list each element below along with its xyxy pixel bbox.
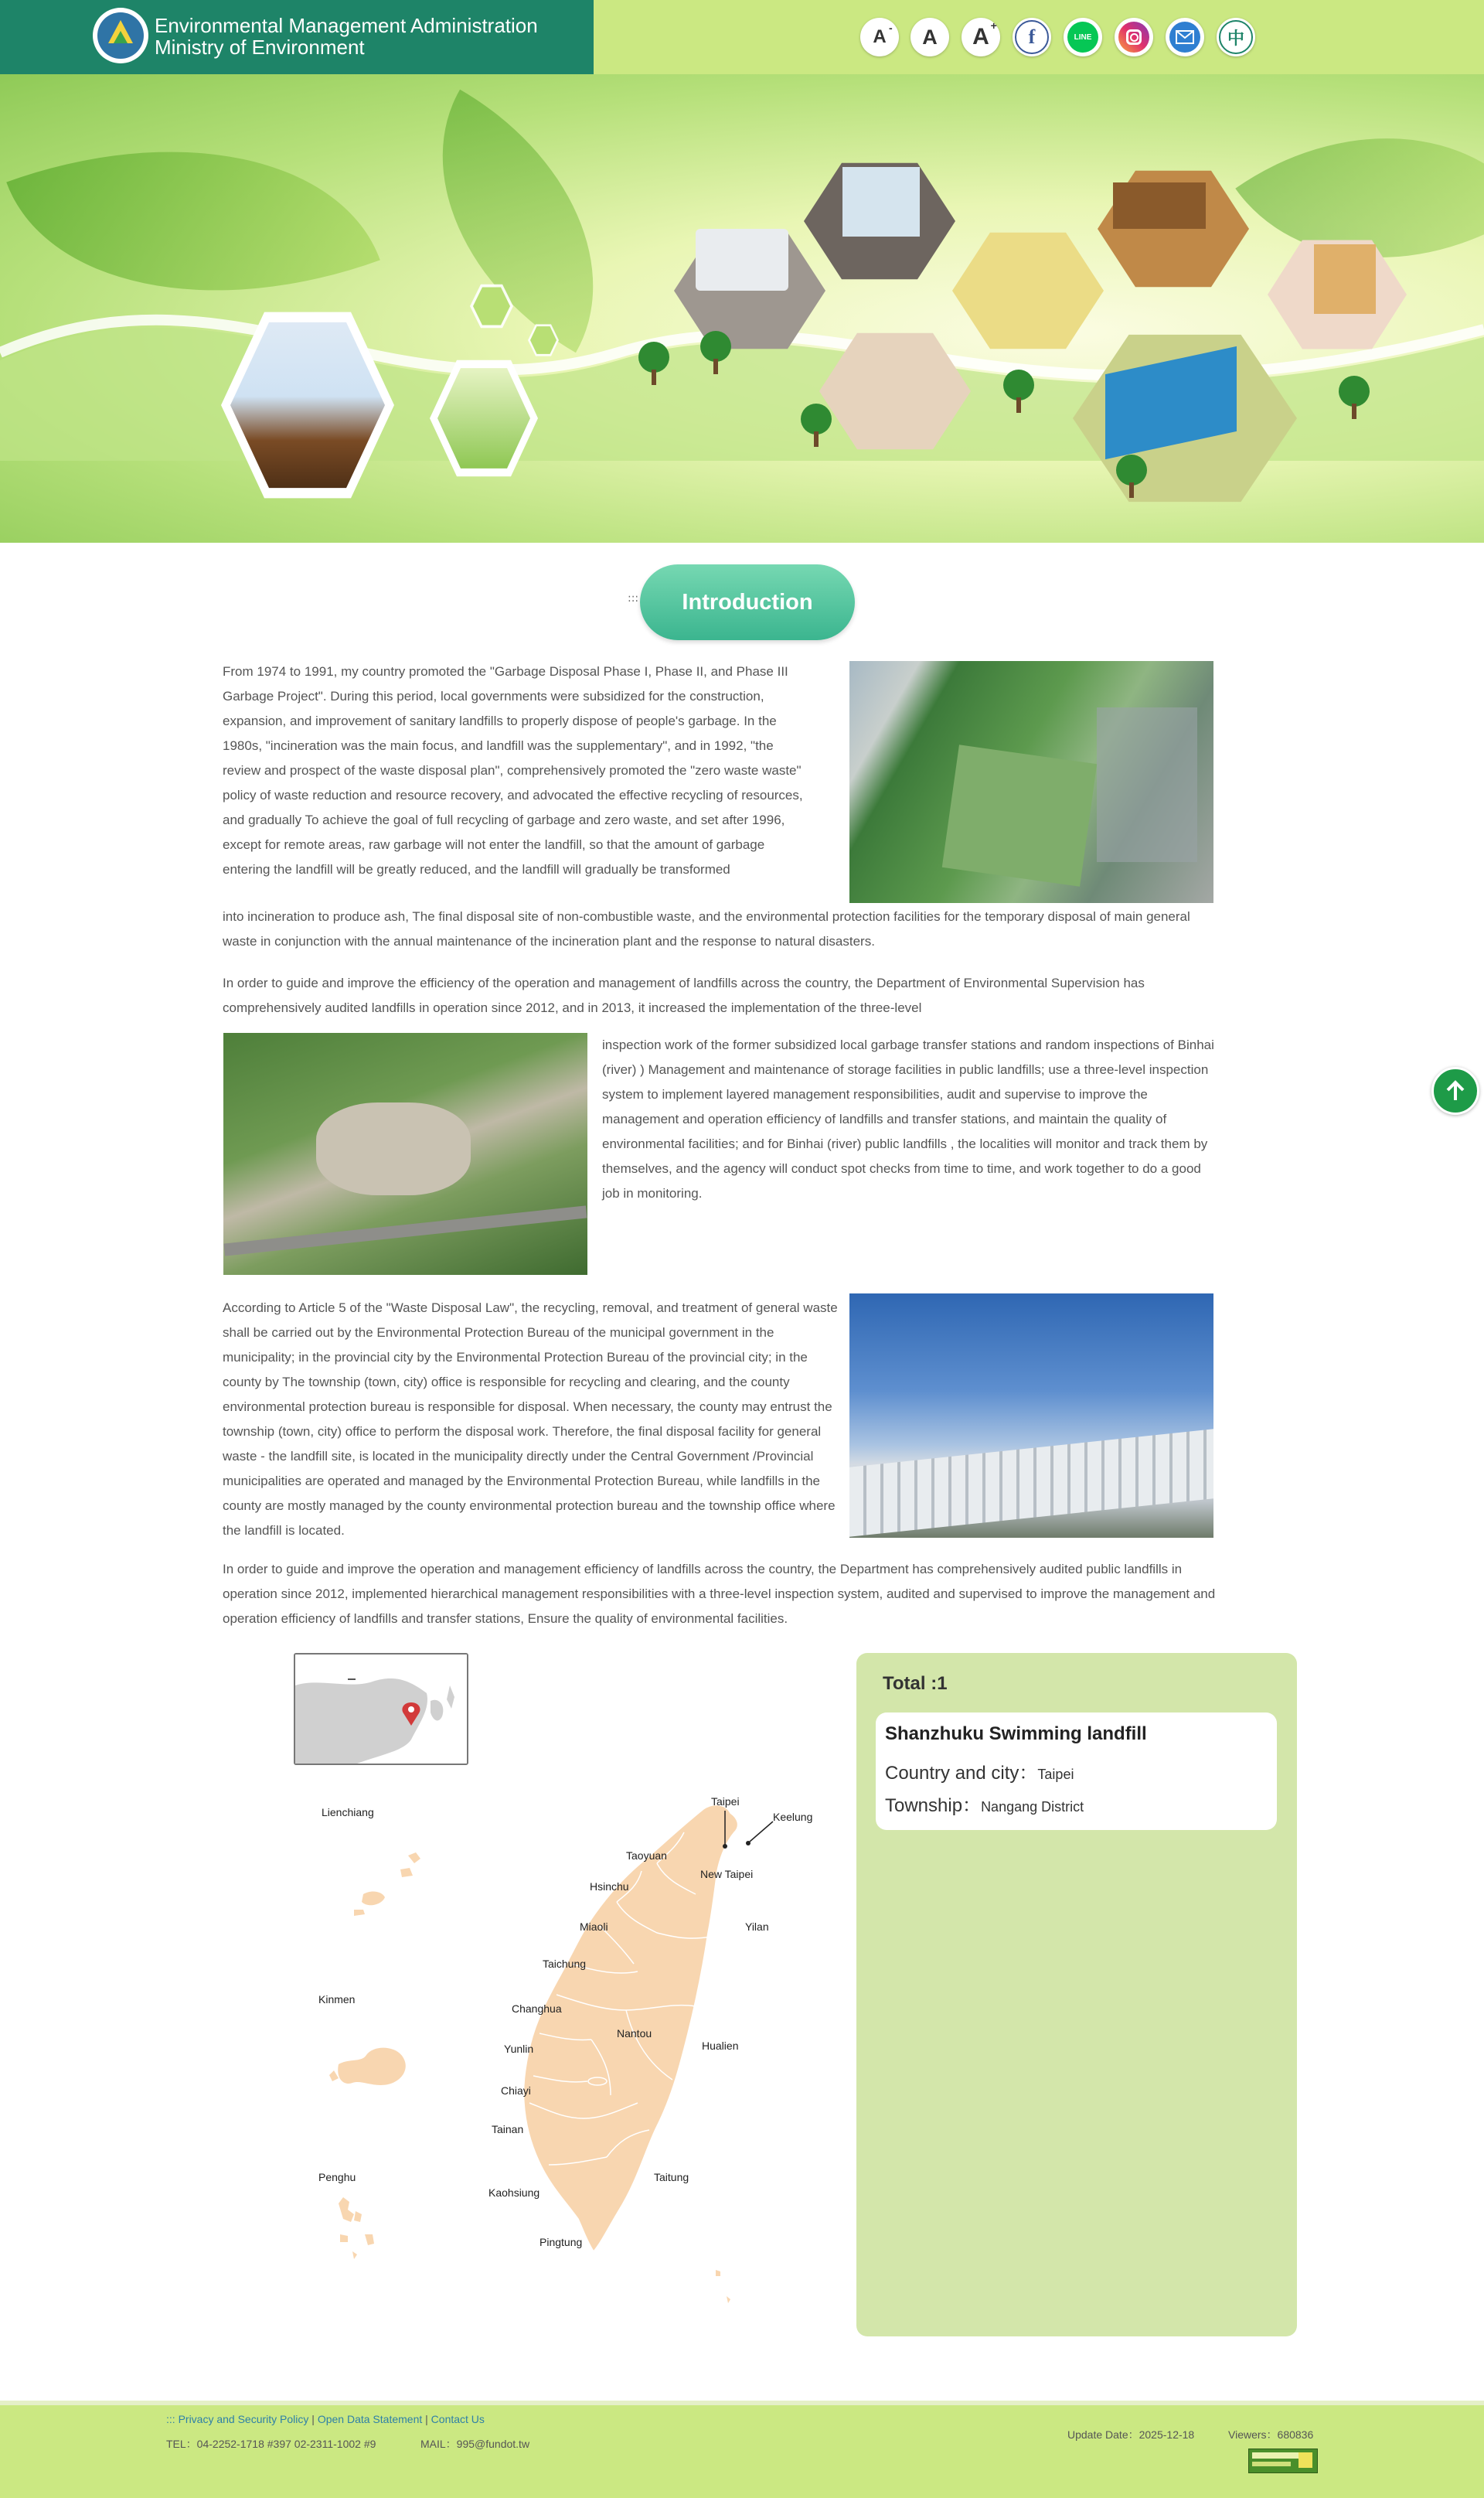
map-label-keelung[interactable]: Keelung (773, 1811, 813, 1823)
section-anchor[interactable]: ::: (628, 592, 639, 605)
taiwan-county-map[interactable] (294, 1778, 835, 2335)
map-label-taoyuan[interactable]: Taoyuan (626, 1849, 667, 1862)
hero-banner (0, 74, 1484, 543)
intro-paragraph-5: In order to guide and improve the operation and management efficiency of landfills across the country, the Department has comprehensively audited public landfills in operation since 2012, implemented hierarchical management responsibilities with a three-level inspection system, audited and supervised to improve the management and operation efficiency of landfills and transfer stations, Ensure the quality of environmental facilities. (223, 1562, 1216, 1626)
site-title-line2: Ministry of Environment (155, 36, 365, 59)
map-label-taitung[interactable]: Taitung (654, 2171, 689, 2183)
map-label-kaohsiung[interactable]: Kaohsiung (488, 2186, 540, 2199)
map-label-nantou[interactable]: Nantou (617, 2027, 652, 2040)
map-label-new-taipei[interactable]: New Taipei (700, 1868, 754, 1880)
privacy-policy-link[interactable]: Privacy and Security Policy (178, 2413, 309, 2425)
language-switch-button[interactable] (1217, 18, 1255, 56)
chinese-language-icon: 中 (1227, 28, 1244, 48)
intro-paragraph-2: In order to guide and improve the efficiency of the operation and management of landfills across the country, the Department of Environmental Supervision has comprehensively audited landfills in operation since 2012, and in 2013, it increased the implementation of the three-level (223, 976, 1145, 1015)
map-label-hsinchu[interactable]: Hsinchu (590, 1880, 629, 1893)
map-label-yilan[interactable]: Yilan (745, 1920, 769, 1933)
landfill-township-row (885, 1790, 1084, 1817)
landfill-city-row (885, 1757, 1074, 1784)
footer-links: ::: Privacy and Security Policy | Open Data Statement | Contact Us (166, 2413, 485, 2425)
font-size-large-button[interactable]: A + (962, 18, 1000, 56)
contact-us-link[interactable]: Contact Us (431, 2413, 485, 2425)
results-total: Total :1 (883, 1673, 948, 1694)
arrow-up-icon (1442, 1078, 1469, 1104)
city-label: Country and city： (885, 1763, 1038, 1784)
back-to-top-button[interactable] (1431, 1067, 1479, 1115)
map-label-hualien[interactable]: Hualien (702, 2040, 739, 2052)
site-title-line1: Environmental Management Administration (155, 14, 538, 37)
agency-logo (93, 8, 148, 63)
township-value: Nangang District (981, 1799, 1084, 1815)
email-share-button[interactable] (1166, 18, 1204, 56)
update-date: Update Date：2025-12-18 (1067, 2428, 1195, 2441)
site-header (0, 0, 1484, 74)
intro-paragraph-4: According to Article 5 of the "Waste Disposal Law", the recycling, removal, and treatment of general waste shall be carried out by the Environmental Protection Bureau of the municipal government in the municipality; in the provincial city by the Environmental Protection Bureau of the provincial city; in the county by The township (town, city) office is responsible for recycling and clearing, and the county environmental protection bureau is responsible for disposal. When necessary, the county may entrust the township (town, city) office to perform the disposal work. Therefore, the final disposal facility for general waste - the landfill site, is located in the municipality directly under the Central Government /Provincial municipalities are operated and managed by the Environmental Protection Bureau, while landfills in the county are mostly managed by the county environmental protection bureau and the township office where the landfill is located. (223, 1300, 838, 1538)
landfill-aerial-photo-1 (849, 661, 1213, 903)
intro-paragraph-1: From 1974 to 1991, my country promoted the "Garbage Disposal Phase I, Phase II, and Phase III Garbage Project". During this period, local governments were subsidized for the construction, expansion, and improvement of sanitary landfills to properly dispose of people's garbage. In the 1980s, "incineration was the main focus, and landfill was the supplementary", and in 1992, "the review and prospect of the waste disposal plan", comprehensively promoted the "zero waste waste" policy of waste reduction and resource recovery, and advocated the effective recycling of resources, and gradually To achieve the goal of full recycling of garbage and zero waste, and set after 1996, except for remote areas, raw garbage will not enter the landfill, so that the amount of garbage entering the landfill will be greatly reduced, and the landfill will gradually be transformed (223, 664, 803, 877)
facebook-share-button[interactable] (1013, 18, 1051, 56)
open-data-statement-link[interactable]: Open Data Statement (317, 2413, 423, 2425)
asia-locator-map (294, 1653, 468, 1765)
mail-icon (1169, 22, 1200, 53)
introduction-heading: Introduction (640, 564, 855, 640)
map-label-lienchiang[interactable]: Lienchiang (322, 1806, 374, 1818)
map-label-kinmen[interactable]: Kinmen (318, 1993, 356, 2006)
facebook-icon: f (1028, 26, 1036, 48)
footer-mail[interactable]: MAIL：995@fundot.tw (420, 2438, 530, 2450)
map-label-taichung[interactable]: Taichung (543, 1958, 587, 1970)
instagram-link-button[interactable] (1115, 18, 1153, 56)
map-label-chiayi[interactable]: Chiayi (501, 2084, 531, 2097)
map-label-pingtung[interactable]: Pingtung (539, 2236, 583, 2248)
map-label-yunlin[interactable]: Yunlin (504, 2043, 534, 2055)
footer-tel: TEL：04-2252-1718 #397 02-2311-1002 #9 (166, 2438, 376, 2450)
map-label-tainan[interactable]: Tainan (492, 2123, 524, 2135)
font-size-small-button[interactable]: A - (860, 18, 899, 56)
instagram-icon (1118, 22, 1149, 53)
township-label: Township： (885, 1795, 982, 1816)
site-footer (0, 2401, 1484, 2498)
wrapped-bales-photo (849, 1293, 1213, 1538)
landfill-aerial-photo-2 (223, 1033, 587, 1275)
intro-paragraph-1-continued: into incineration to produce ash, The final disposal site of non-combustible waste, and the environmental protection facilities for the temporary disposal of main general waste in conjunction with the annual maintenance of the incineration plant and the response to natural disasters. (223, 909, 1190, 949)
city-value: Taipei (1037, 1767, 1074, 1782)
accessibility-badge[interactable] (1248, 2449, 1318, 2473)
font-size-medium-button[interactable]: A (910, 18, 949, 56)
map-label-penghu[interactable]: Penghu (318, 2171, 356, 2183)
map-label-changhua[interactable]: Changhua (512, 2002, 562, 2015)
map-label-taipei[interactable]: Taipei (711, 1795, 740, 1808)
viewer-count: Viewers：680836 (1228, 2428, 1314, 2441)
line-share-button[interactable] (1064, 18, 1102, 56)
landfill-name[interactable]: Shanzhuku Swimming landfill (885, 1723, 1147, 1744)
line-icon: LINE (1074, 32, 1092, 42)
landfill-result-card[interactable] (876, 1712, 1277, 1830)
intro-paragraph-3: inspection work of the former subsidized local garbage transfer stations and random inspections of Binhai (river) ) Management and maintenance of storage facilities in public landfills; use a three-level inspection system to implement layered management responsibilities, audit and supervise to improve the management and operation efficiency of landfills and transfer stations, and maintain the quality of environmental facilities; and for Binhai (river) public landfills , the localities will monitor and track them by themselves, and the agency will conduct spot checks from time to time, and work together to do a good job in monitoring. (602, 1038, 1214, 1201)
map-label-miaoli[interactable]: Miaoli (580, 1920, 608, 1933)
brand-block[interactable] (0, 0, 594, 74)
